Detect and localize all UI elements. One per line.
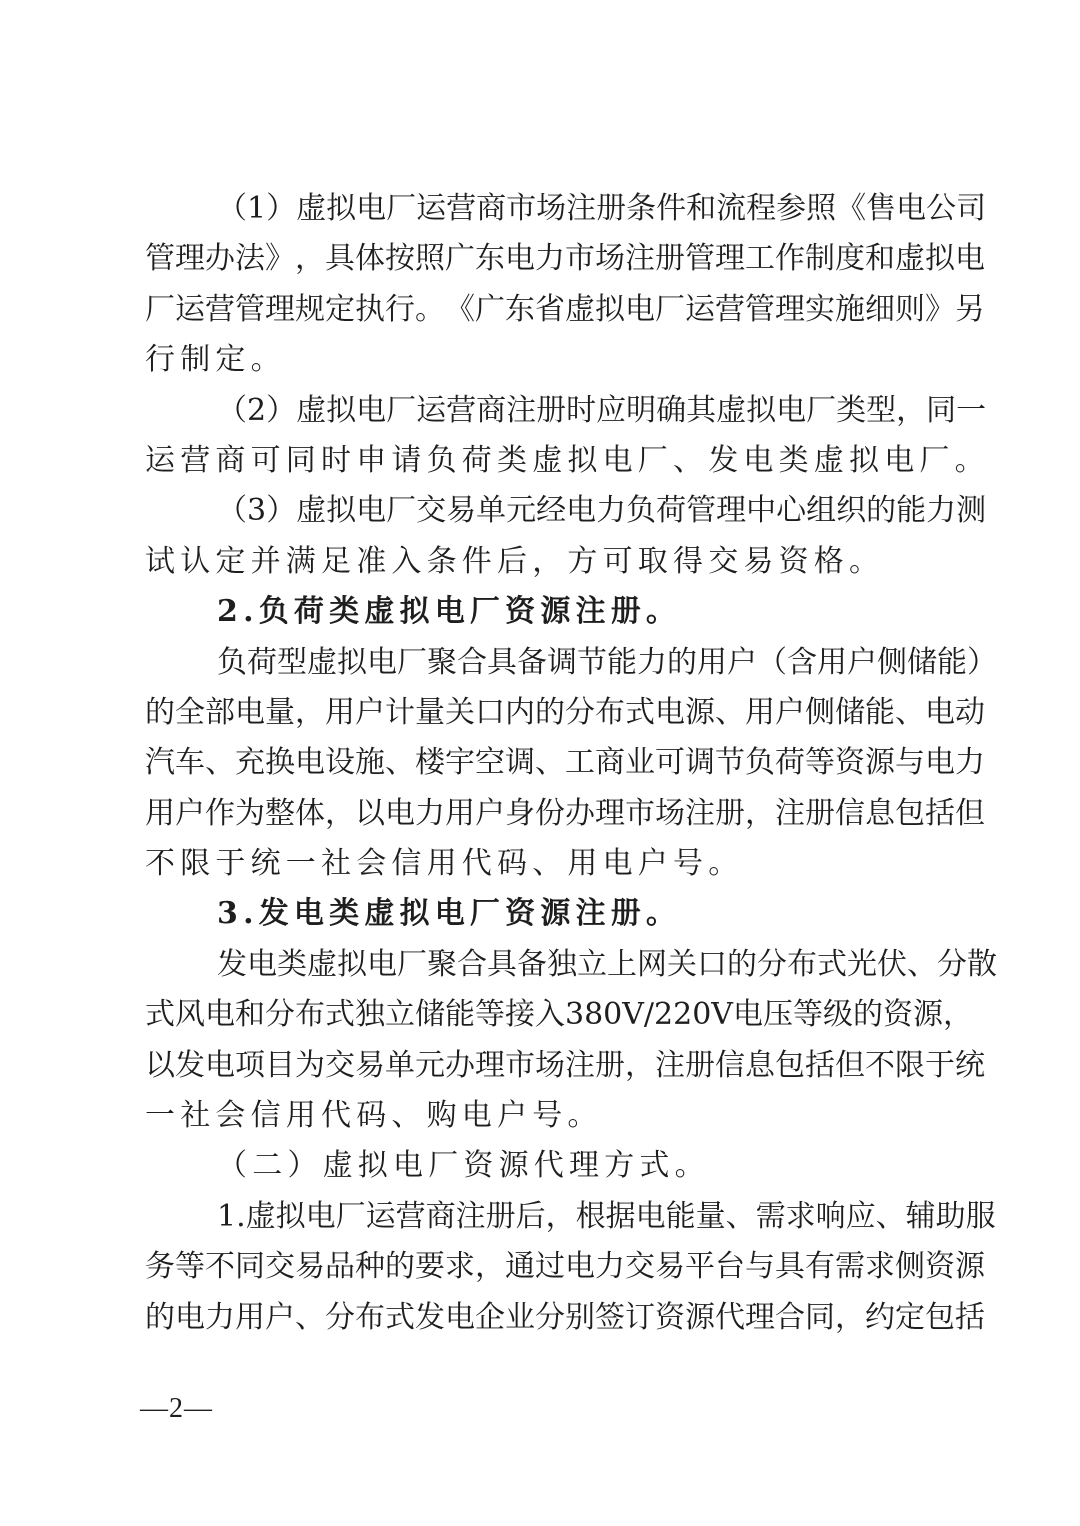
paragraph-line: 一社会信用代码、购电户号。: [145, 1098, 603, 1134]
paragraph-line: 用 户 作 为 整 体 ， 以 电 力 用 户 身 份 办 理 市 场 注 册 ， 注 册 信 息 包 括 但: [145, 795, 985, 831]
paragraph-line: 以 发 电 项 目 为 交 易 单 元 办 理 市 场 注 册 ， 注 册 信 息 包 括 但 不 限 于 统: [145, 1047, 985, 1083]
paragraph-line: 不限于统一社会信用代码、用电户号。: [145, 846, 744, 882]
page-number: —2—: [140, 1393, 213, 1424]
paragraph-line: （ 1 ） 虚 拟 电 厂 运 营 商 市 场 注 册 条 件 和 流 程 参 照 《 售 电 公 司: [217, 191, 987, 226]
paragraph-line: 运营商可同时申请负荷类虚拟电厂、发电类虚拟电厂。: [145, 442, 990, 478]
paragraph-line: 管 理 办 法 》 ， 具 体 按 照 广 东 电 力 市 场 注 册 管 理 工 作 制 度 和 虚 拟 电: [145, 241, 985, 277]
paragraph-line: 负 荷 型 虚 拟 电 厂 聚 合 具 备 调 节 能 力 的 用 户 （ 含 用 户 侧 储 能 ）: [217, 644, 997, 680]
paragraph-line: 厂 运 营 管 理 规 定 执 行 。 《 广 东 省 虚 拟 电 厂 运 营 管 理 实 施 细 则 》 另: [145, 291, 985, 327]
paragraph-line: 行制定。: [145, 342, 286, 378]
paragraph-line: （二）虚拟电厂资源代理方式。: [217, 1148, 710, 1184]
paragraph-line: 1. 虚 拟 电 厂 运 营 商 注 册 后 ， 根 据 电 能 量 、 需 求 响 应 、 辅 助 服: [217, 1198, 996, 1234]
paragraph-line: （ 3 ） 虚 拟 电 厂 交 易 单 元 经 电 力 负 荷 管 理 中 心 组 织 的 能 力 测: [217, 493, 987, 529]
paragraph-line: 务 等 不 同 交 易 品 种 的 要 求 ， 通 过 电 力 交 易 平 台 与 具 有 需 求 侧 资 源: [145, 1249, 985, 1285]
paragraph-line: 的 全 部 电 量 ， 用 户 计 量 关 口 内 的 分 布 式 电 源 、 用 户 侧 储 能 、 电 动: [145, 694, 985, 730]
section-heading: 3.发电类虚拟电厂资源注册。: [217, 896, 682, 932]
paragraph-line: 汽 车 、 充 换 电 设 施 、 楼 宇 空 调 、 工 商 业 可 调 节 负 荷 等 资 源 与 电 力: [145, 745, 985, 781]
paragraph-line: 试认定并满足准入条件后，方可取得交易资格。: [145, 543, 885, 579]
paragraph-line: 式 风 电 和 分 布 式 独 立 储 能 等 接 入 380V/220V 电 压 等 级 的 资 源 ，: [145, 997, 973, 1033]
document-body: [145, 184, 997, 1343]
paragraph-line: （ 2 ） 虚 拟 电 厂 运 营 商 注 册 时 应 明 确 其 虚 拟 电 厂 类 型 ， 同 一: [217, 392, 987, 428]
paragraph-line: 的 电 力 用 户 、 分 布 式 发 电 企 业 分 别 签 订 资 源 代 理 合 同 ， 约 定 包 括: [145, 1299, 985, 1335]
section-heading: 2.负荷类虚拟电厂资源注册。: [217, 594, 682, 630]
paragraph-line: 发 电 类 虚 拟 电 厂 聚 合 具 备 独 立 上 网 关 口 的 分 布 式 光 伏 、 分 散: [217, 946, 997, 982]
